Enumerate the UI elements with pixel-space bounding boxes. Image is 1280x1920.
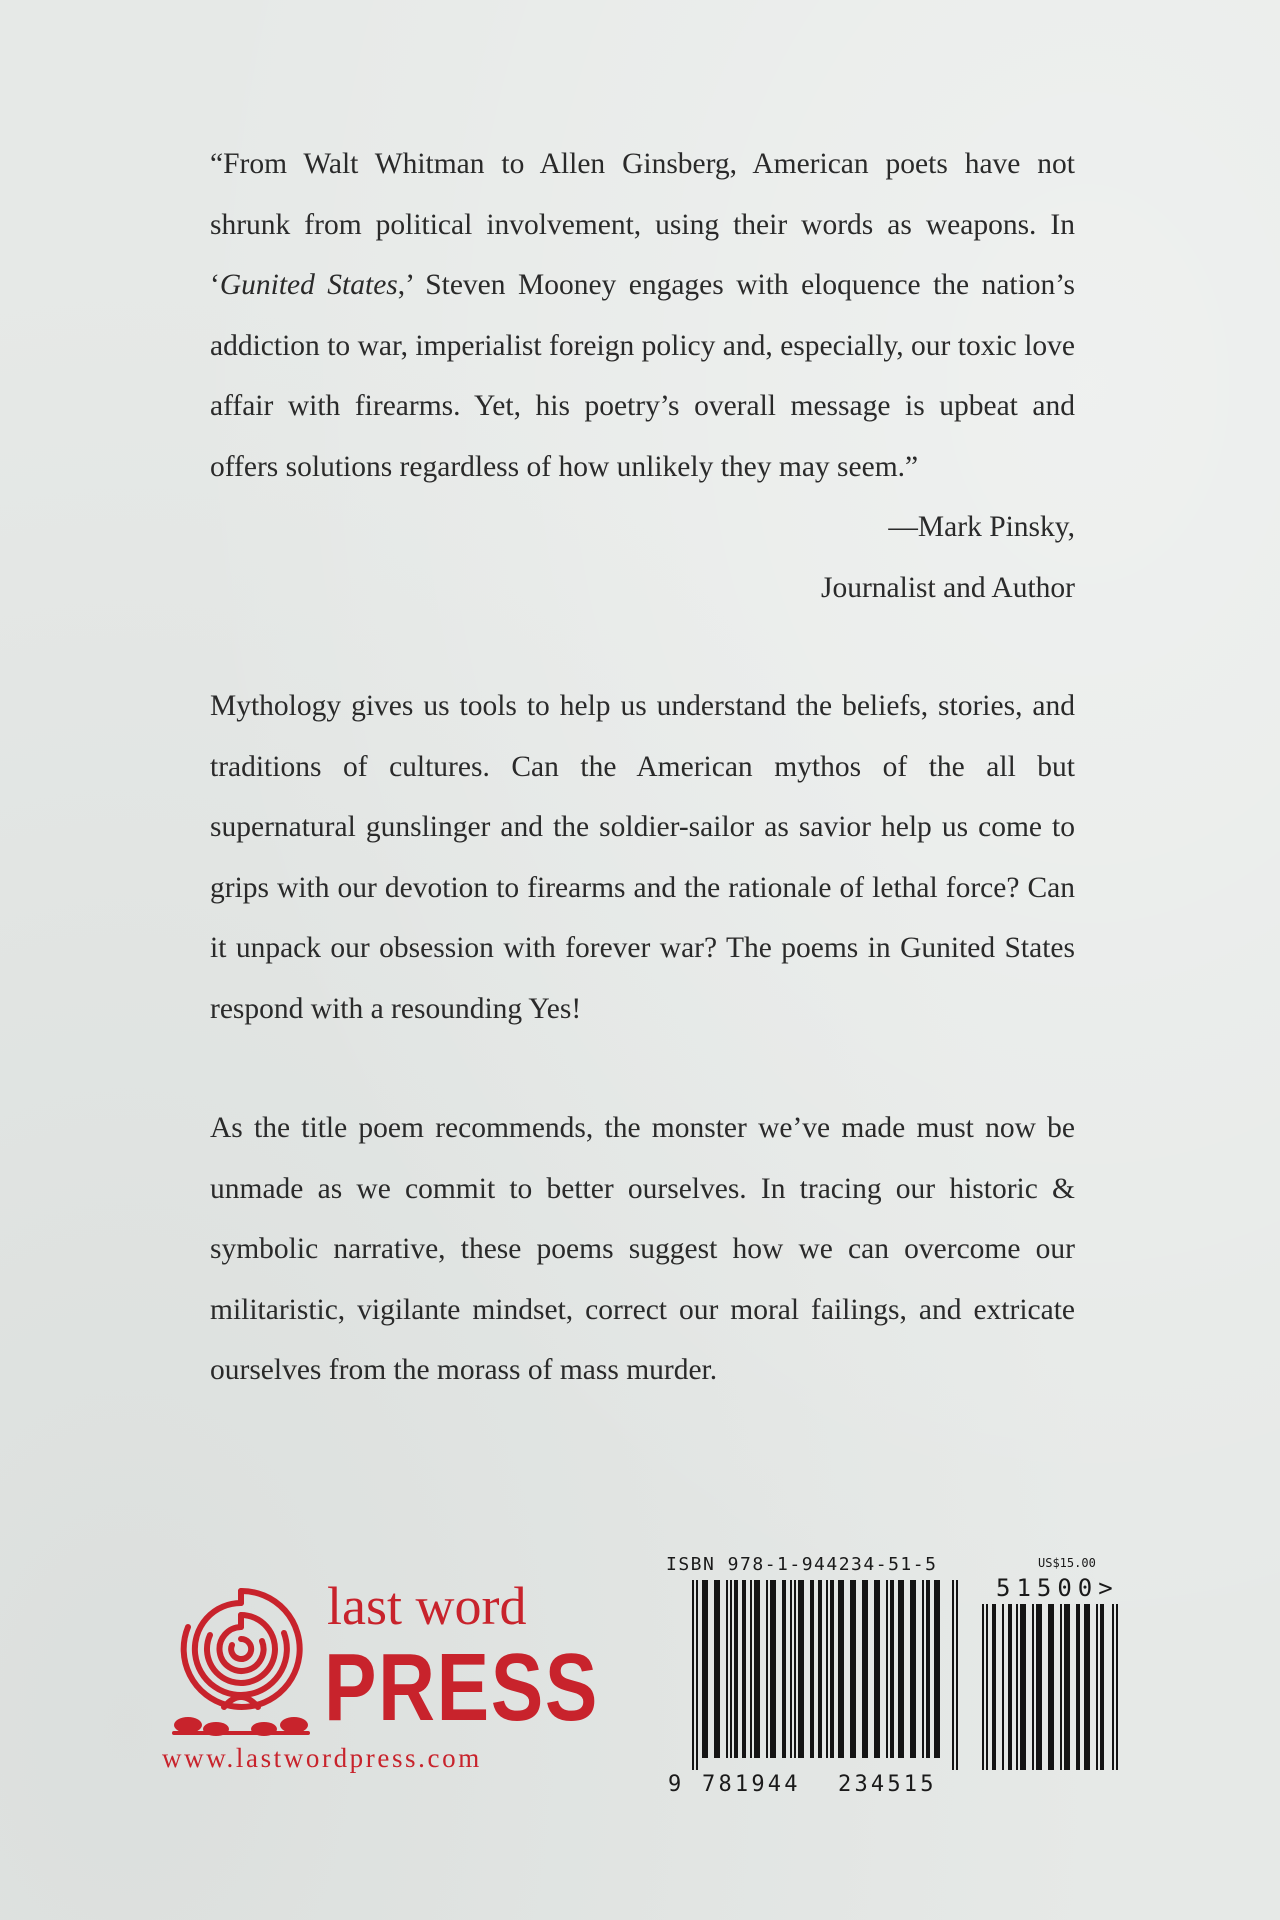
barcode-bar (742, 1580, 746, 1758)
barcode-bar (926, 1580, 930, 1758)
barcode-bar (734, 1580, 738, 1758)
quote-attribution (210, 497, 1075, 618)
barcode-bar (922, 1580, 924, 1758)
quote-text-part: “From Walt Whitman to Allen Ginsberg, American poets have not shrunk from political involvement, using their words as weapons. In ‘ (210, 148, 1075, 301)
barcode-digit-first: 9 (668, 1772, 682, 1797)
publisher-logo (162, 1575, 600, 1775)
barcode-bar (790, 1580, 792, 1758)
addon-barcode (982, 1604, 1120, 1770)
isbn-barcode (660, 1548, 1140, 1808)
barcode-digits-left: 781944 (702, 1772, 801, 1797)
barcode-bar (782, 1580, 786, 1758)
barcode-bar (992, 1604, 996, 1770)
barcode-bar (730, 1580, 732, 1758)
barcode-bar (886, 1580, 888, 1758)
barcode-bar (934, 1580, 940, 1758)
barcode-bar (766, 1580, 768, 1758)
barcode-bar (952, 1580, 954, 1770)
barcode-bar (1008, 1604, 1012, 1770)
barcode-bar (830, 1580, 834, 1758)
barcode-bar (838, 1580, 844, 1758)
endorsement-quote (210, 134, 1075, 618)
publisher-url: www.lastwordpress.com (162, 1743, 482, 1773)
barcode-bar (1060, 1604, 1062, 1770)
quote-text (210, 134, 1075, 497)
barcode-bar (1096, 1604, 1098, 1770)
barcode-bar (1020, 1604, 1026, 1770)
barcode-bar (1076, 1604, 1080, 1770)
addon-code: 51500> (996, 1574, 1119, 1602)
barcode-bar (1064, 1604, 1070, 1770)
attribution-name: —Mark Pinsky, (888, 511, 1075, 543)
barcode-bar (754, 1580, 760, 1758)
barcode-bar (982, 1604, 984, 1770)
labyrinth-icon (166, 1579, 316, 1739)
barcode-bar (810, 1580, 814, 1758)
barcode-bar (986, 1604, 988, 1770)
barcode-bar (726, 1580, 728, 1758)
barcode-bar (770, 1580, 776, 1758)
barcode-bar (850, 1580, 856, 1758)
barcode-bar (1116, 1604, 1118, 1770)
barcode-bar (750, 1580, 752, 1758)
barcode-bar (1032, 1604, 1034, 1770)
ean13-barcode (692, 1580, 960, 1770)
barcode-bar (714, 1580, 720, 1758)
logo-wordmark-top: last word (327, 1576, 527, 1636)
barcode-bar (696, 1580, 698, 1770)
barcode-bar (862, 1580, 868, 1758)
barcode-bar (818, 1580, 822, 1758)
barcode-bar (890, 1580, 894, 1758)
attribution-title: Journalist and Author (820, 571, 1075, 604)
barcode-bar (1084, 1604, 1090, 1770)
barcode-bar (874, 1580, 880, 1758)
barcode-bar (1100, 1604, 1104, 1770)
barcode-digits-right: 234515 (838, 1772, 937, 1797)
description-paragraph-2: As the title poem recommends, the monster we’ve made must now be unmade as we commit to better ourselves. In tracing our historic & symbolic narrative, these poems suggest how we can overcome our militaristic, vigilante mindset, correct our moral failings, and extricate ourselves from the morass of mass murder. (210, 1112, 1075, 1386)
quoted-book-title: Gunited States (219, 269, 398, 301)
barcode-bar (826, 1580, 828, 1758)
barcode-bar (956, 1580, 958, 1770)
logo-wordmark-press: PRESS (324, 1634, 600, 1741)
barcode-bar (692, 1580, 694, 1770)
price-label: US$15.00 (1038, 1556, 1096, 1570)
barcode-bar (1048, 1604, 1054, 1770)
isbn-label: ISBN 978-1-944234-51-5 (666, 1554, 938, 1575)
barcode-bar (910, 1580, 916, 1758)
barcode-bar (1036, 1604, 1042, 1770)
barcode-bar (794, 1580, 796, 1758)
barcode-bar (898, 1580, 904, 1758)
quote-text-part: ,’ Steven Mooney engages with eloquence the nation’s addiction to war, imperialist foreign policy and, especially, our toxic love affair with firearms. Yet, his poetry’s overall message is upbeat and offers solutions regardless of how unlikely they may seem.” (210, 269, 1075, 483)
barcode-bar (798, 1580, 804, 1758)
barcode-bar (702, 1580, 708, 1758)
description-paragraph-1: Mythology gives us tools to help us understand the beliefs, stories, and traditions of cultures. Can the American mythos of the all but supernatural gunslinger and the soldier-sailor as savior help us come to grips with our devotion to firearms and the rationale of lethal force? Can it unpack our obsession with forever war? The poems in Gunited States respond with a resounding Yes! (210, 690, 1075, 1025)
barcode-bar (1016, 1604, 1018, 1770)
barcode-bar (1002, 1604, 1004, 1770)
barcode-bar (1112, 1604, 1114, 1770)
